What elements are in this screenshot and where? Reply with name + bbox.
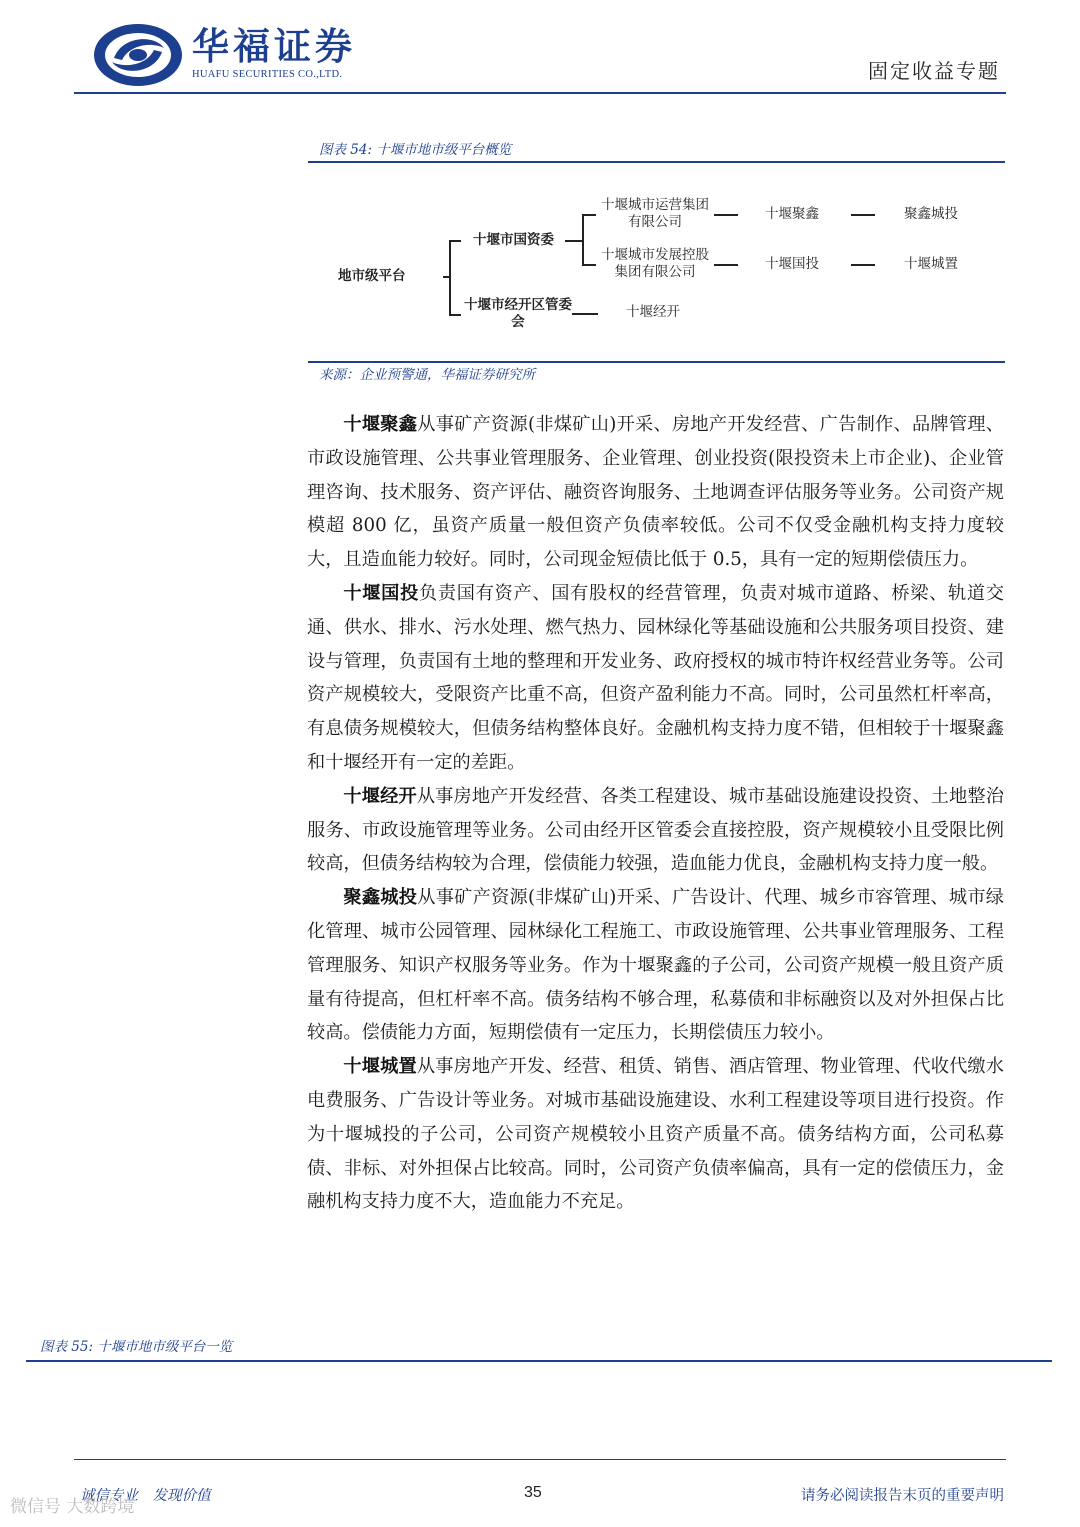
connector (582, 214, 596, 216)
diagram-level4-chengzhi: 十堰城置 (904, 256, 958, 272)
paragraph (307, 408, 1004, 577)
connector (714, 214, 738, 216)
page-number: 35 (524, 1484, 542, 1501)
paragraph-lead: 十堰经开 (343, 785, 417, 807)
diagram-level4-juxin-chengtou: 聚鑫城投 (904, 206, 958, 222)
diagram-level1-kaifaqu: 十堰市经开区管委会 (464, 297, 572, 330)
connector (851, 214, 875, 216)
paragraph-body: 从事矿产资源(非煤矿山)开采、广告设计、代理、城乡市容管理、城市绿化管理、城市公园管理、园林绿化工程施工、市政设施管理、公共事业管理服务、工程管理服务、知识产权服务等业务。作为十堰聚鑫的子公司，公司资产规模一般且资产质量有待提高，但杠杆率不高。债务结构不够合理，私募债和非标融资以及对外担保占比较高。偿债能力方面，短期偿债有一定压力，长期偿债压力较小。 (307, 887, 1004, 1044)
connector (565, 240, 582, 242)
paragraph (307, 780, 1004, 881)
connector (449, 240, 451, 316)
paragraph-body: 从事房地产开发经营、各类工程建设、城市基础设施建设投资、土地整治服务、市政设施管理等业务。公司由经开区管委会直接控股，资产规模较小且受限比例较高，但债务结构较为合理，偿债能力较强，造血能力优良，金融机构支持力度一般。 (307, 785, 1004, 875)
header-rule (74, 92, 1006, 94)
diagram-level3-guotou: 十堰国投 (765, 256, 819, 272)
footer-rule (74, 1459, 1006, 1460)
diagram-level3-juxin: 十堰聚鑫 (765, 206, 819, 222)
figure-55-caption: 图表 55: 十堰市地市级平台一览 (40, 1339, 233, 1355)
figure-54-source: 来源：企业预警通，华福证券研究所 (319, 367, 535, 383)
org-diagram (308, 170, 1008, 360)
diagram-level2-development-group: 十堰城市发展控股集团有限公司 (601, 247, 709, 280)
diagram-root: 地市级平台 (338, 268, 406, 284)
paragraph-lead: 十堰国投 (343, 582, 419, 604)
body-text (307, 408, 1004, 1219)
paragraph (307, 881, 1004, 1050)
connector (572, 313, 598, 315)
footer-disclaimer: 请务必阅读报告末页的重要声明 (801, 1488, 1004, 1504)
diagram-level2-jingkai: 十堰经开 (626, 304, 680, 320)
diagram-level1-sasac: 十堰市国资委 (473, 232, 554, 248)
figure-54-top-rule (308, 161, 1005, 163)
diagram-level2-operation-group: 十堰城市运营集团有限公司 (601, 197, 709, 230)
connector (582, 264, 596, 266)
connector (714, 264, 738, 266)
paragraph-lead: 聚鑫城投 (343, 887, 418, 909)
connector (851, 264, 875, 266)
paragraph (307, 1050, 1004, 1219)
paragraph-body: 负责国有资产、国有股权的经营管理，负责对城市道路、桥梁、轨道交通、供水、排水、污水处理、燃气热力、园林绿化等基础设施和公共服务项目投资、建设与管理，负责国有土地的整理和开发业务、政府授权的城市特许权经营业务等。公司资产规模较大，受限资产比重不高，但资产盈利能力不高。同时，公司虽然杠杆率高，有息债务规模较大，但债务结构整体良好。金融机构支持力度不错，但相较于十堰聚鑫和十堰经开有一定的差距。 (307, 582, 1004, 773)
connector (449, 314, 461, 316)
report-type: 固定收益专题 (868, 59, 1000, 83)
brand-name-cn: 华福证券 (192, 24, 356, 68)
connector (582, 214, 584, 266)
paragraph-body: 从事矿产资源(非煤矿山)开采、房地产开发经营、广告制作、品牌管理、市政设施管理、公共事业管理服务、企业管理、创业投资(限投资未上市企业)、企业管理咨询、技术服务、资产评估、融资咨询服务、土地调查评估服务等业务。公司资产规模超 800 亿，虽资产质量一般但资产负债率较低。公司不仅受金融机构支持力度较大，且造血能力较好。同时，公司现金短债比低于 0.5，具有一定的短期偿债压力。 (307, 414, 1004, 571)
paragraph (307, 577, 1004, 780)
brand-name-en: HUAFU SECURITIES CO.,LTD. (192, 69, 343, 80)
huafu-logo-icon (92, 22, 184, 88)
figure-54-caption: 图表 54: 十堰市地市级平台概览 (319, 142, 512, 158)
paragraph-lead: 十堰城置 (343, 1056, 417, 1078)
paragraph-lead: 十堰聚鑫 (343, 414, 418, 435)
paragraph-body: 从事房地产开发、经营、租赁、销售、酒店管理、物业管理、代收代缴水电费服务、广告设计等业务。对城市基础设施建设、水利工程建设等项目进行投资。作为十堰城投的子公司，公司资产规模较小且资产质量不高。债务结构方面，公司私募债、非标、对外担保占比较高。同时，公司资产负债率偏高，具有一定的偿债压力，金融机构支持力度不大，造血能力不充足。 (307, 1056, 1004, 1213)
connector (449, 240, 461, 242)
watermark: 微信号 大数跨境 (10, 1497, 135, 1517)
figure-55-top-rule (26, 1360, 1052, 1362)
footer-slogan: 诚信专业 发现价值 (80, 1488, 211, 1504)
